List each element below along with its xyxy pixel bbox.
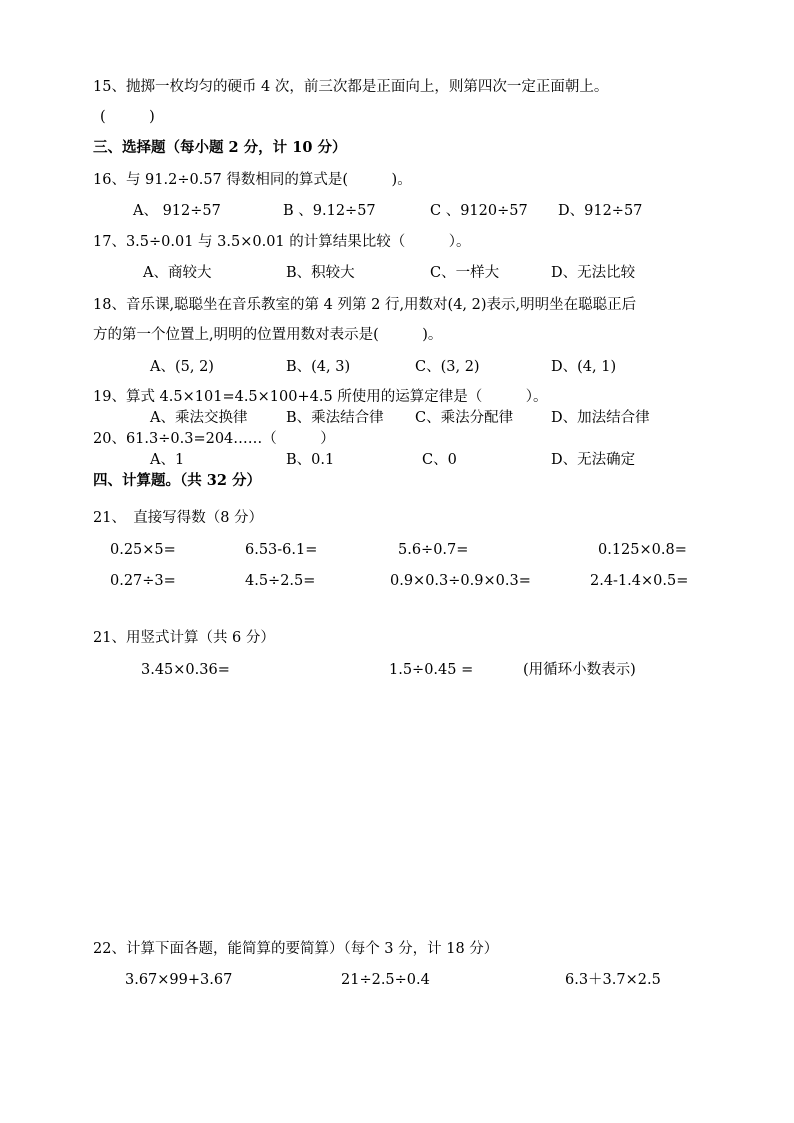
question-21-vertical-title: 21、用竖式计算（共 6 分） [93,630,275,646]
question-19: 19、算式 4.5×101=4.5×100+4.5 所使用的运算定律是（ ）。 [93,389,548,405]
q19-option-c[interactable]: C、乘法分配律 [415,410,514,426]
q16-option-a[interactable]: A、 912÷57 [133,203,221,219]
answer-blank-15[interactable]: ( ) [100,109,155,125]
q17-option-b[interactable]: B、积较大 [286,265,355,281]
question-15: 15、抛掷一枚均匀的硬币 4 次，前三次都是正面向上，则第四次一定正面朝上。 [93,79,609,95]
direct-calc-item: 0.9×0.3÷0.9×0.3= [390,573,531,589]
question-21-direct-title: 21、 直接写得数（8 分） [93,510,264,526]
q18-option-c[interactable]: C、(3, 2) [415,359,480,375]
section-3-heading: 三、选择题（每小题 2 分，计 10 分） [93,139,347,156]
question-18-line-2: 方的第一个位置上,明明的位置用数对表示是( )。 [93,327,443,343]
q16-option-c[interactable]: C 、9120÷57 [430,203,528,219]
q19-option-b[interactable]: B、乘法结合律 [286,410,384,426]
direct-calc-item: 2.4-1.4×0.5= [590,573,689,589]
section-4-heading: 四、计算题。（共 32 分） [93,472,262,489]
direct-calc-item: 0.125×0.8= [598,542,687,558]
direct-calc-item: 4.5÷2.5= [245,573,316,589]
simplify-calc-item: 6.3＋3.7×2.5 [565,972,661,988]
q19-option-a[interactable]: A、乘法交换律 [150,410,248,426]
q20-option-c[interactable]: C、0 [422,452,457,468]
q17-option-d[interactable]: D、无法比较 [551,265,636,281]
direct-calc-item: 0.27÷3= [110,573,176,589]
q19-option-d[interactable]: D、加法结合律 [551,410,650,426]
direct-calc-item: 6.53-6.1= [245,542,318,558]
question-16: 16、与 91.2÷0.57 得数相同的算式是( )。 [93,172,412,188]
question-17: 17、3.5÷0.01 与 3.5×0.01 的计算结果比较（ ）。 [93,234,471,250]
q20-option-a[interactable]: A、1 [150,452,185,468]
vertical-calc-item: 3.45×0.36= [141,662,230,678]
simplify-calc-item: 21÷2.5÷0.4 [341,972,430,988]
question-18-line-1: 18、音乐课,聪聪坐在音乐教室的第 4 列第 2 行,用数对(4, 2)表示,明明坐在聪聪正后 [93,297,637,313]
q18-option-d[interactable]: D、(4, 1) [551,359,617,375]
q16-option-b[interactable]: B 、9.12÷57 [283,203,376,219]
direct-calc-item: 0.25×5= [110,542,176,558]
question-22-title: 22、计算下面各题，能简算的要简算）（每个 3 分，计 18 分） [93,941,499,957]
question-20: 20、61.3÷0.3=204……（ ） [93,431,335,447]
q17-option-c[interactable]: C、一样大 [430,265,500,281]
q17-option-a[interactable]: A、商较大 [143,265,212,281]
q18-option-a[interactable]: A、(5, 2) [150,359,214,375]
q20-option-d[interactable]: D、无法确定 [551,452,636,468]
vertical-calc-item: 1.5÷0.45 = [389,662,474,678]
direct-calc-item: 5.6÷0.7= [398,542,469,558]
simplify-calc-item: 3.67×99+3.67 [125,972,233,988]
vertical-calc-note: (用循环小数表示) [523,662,636,678]
q16-option-d[interactable]: D、912÷57 [558,203,643,219]
q18-option-b[interactable]: B、(4, 3) [286,359,351,375]
q20-option-b[interactable]: B、0.1 [286,452,335,468]
